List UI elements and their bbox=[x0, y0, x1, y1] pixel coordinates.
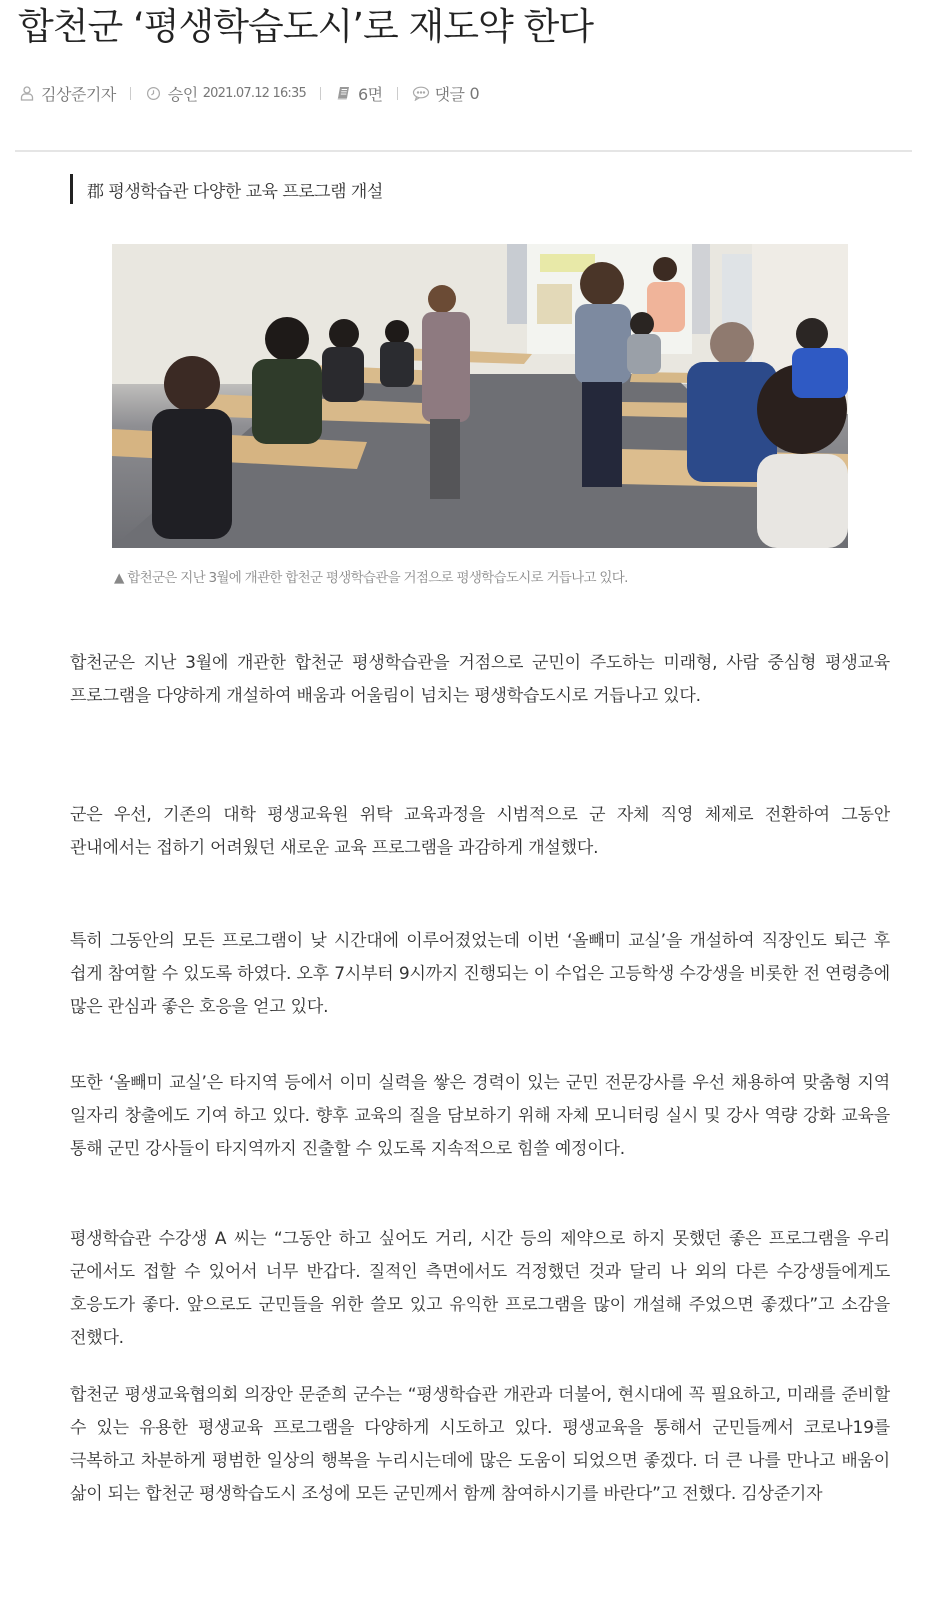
paragraph-5: 평생학습관 수강생 A 씨는 “그동안 하고 싶어도 거리, 시간 등의 제약으로 하지 못했던 좋은 프로그램을 우리 군에서도 접할 수 있어서 너무 반갑다. 질적인 측면에서도 걱정했던 것과 달리 나 외의 다른 수강생들에게도 호응도가 좋다. 앞으로도 군민들을 위한 쓸모 있고 유익한 프로그램을 많이 개설해 주었으면 좋겠다”고 소감을 전했다. bbox=[70, 1229, 890, 1348]
meta-divider bbox=[130, 87, 131, 100]
meta-approved bbox=[145, 82, 306, 105]
approved-label: 승인 bbox=[167, 84, 198, 104]
meta-divider bbox=[397, 87, 398, 100]
comments-count: 0 bbox=[469, 83, 480, 103]
paragraph-4: 또한 ‘올빼미 교실’은 타지역 등에서 이미 실력을 쌓은 경력이 있는 군민 전문강사를 우선 채용하여 맞춤형 지역 일자리 창출에도 기여 하고 있다. 향후 교육의 질을 담보하기 위해 자체 모니터링 실시 및 강사 역량 강화 교육을 통해 군민 강사들이 타지역까지 진출할 수 있도록 지속적으로 힘쓸 예정이다. bbox=[70, 1073, 890, 1159]
article-photo[interactable] bbox=[112, 244, 848, 548]
article-meta bbox=[18, 80, 479, 106]
paragraph-1: 합천군은 지난 3월에 개관한 합천군 평생학습관을 거점으로 군민이 주도하는 미래형, 사람 중심형 평생교육 프로그램을 다양하게 개설하여 배움과 어울림이 넘치는 평생학습도시로 거듭나고 있다. bbox=[70, 653, 890, 706]
headline: 합천군 ‘평생학습도시’로 재도약 한다 bbox=[18, 5, 593, 48]
comments-label: 댓글 bbox=[434, 84, 465, 104]
subheading bbox=[70, 174, 383, 204]
user-icon bbox=[18, 84, 36, 102]
author-name: 김상준기자 bbox=[41, 84, 116, 104]
speech-bubble-icon bbox=[412, 84, 430, 102]
approved-datetime: 2021.07.12 16:35 bbox=[202, 85, 306, 101]
meta-page bbox=[335, 82, 383, 105]
meta-divider bbox=[320, 87, 321, 100]
photo-caption: ▲ 합천군은 지난 3월에 개관한 합천군 평생학습관을 거점으로 평생학습도시로 거듭나고 있다. bbox=[114, 570, 628, 586]
page-number: 6면 bbox=[357, 84, 383, 104]
paragraph-6: 합천군 평생교육협의회 의장안 문준희 군수는 “평생학습관 개관과 더불어, 현시대에 꼭 필요하고, 미래를 준비할 수 있는 유용한 평생교육 프로그램을 다양하게 시도하고 있다. 평생교육을 통해서 군민들께서 코로나19를 극복하고 차분하게 평범한 일상의 행복을 누리시는데에 많은 도움이 되었으면 좋겠다. 더 큰 나를 만나고 배움이 삶이 되는 합천군 평생학습도시 조성에 모든 군민께서 함께 참여하시기를 바란다”고 전했다. 김상준기자 bbox=[70, 1385, 890, 1504]
classroom-photo-illustration bbox=[112, 244, 848, 548]
clock-icon bbox=[145, 84, 163, 102]
paragraph-2: 군은 우선, 기존의 대학 평생교육원 위탁 교육과정을 시범적으로 군 자체 직영 체제로 전환하여 그동안 관내에서는 접하기 어려웠던 새로운 교육 프로그램을 과감하게 개설했다. bbox=[70, 805, 890, 858]
book-icon bbox=[335, 84, 353, 102]
article-photo-figure bbox=[112, 244, 848, 586]
meta-comments[interactable] bbox=[412, 82, 480, 105]
header-divider bbox=[15, 150, 912, 152]
subheading-text: 郡 평생학습관 다양한 교육 프로그램 개설 bbox=[87, 181, 383, 202]
paragraph-3: 특히 그동안의 모든 프로그램이 낮 시간대에 이루어졌었는데 이번 ‘올빼미 교실’을 개설하여 직장인도 퇴근 후 쉽게 참여할 수 있도록 하였다. 오후 7시부터 9시까지 진행되는 이 수업은 고등학생 수강생을 비롯한 전 연령층에 많은 관심과 좋은 호응을 얻고 있다. bbox=[70, 931, 890, 1017]
meta-author[interactable] bbox=[18, 82, 116, 105]
